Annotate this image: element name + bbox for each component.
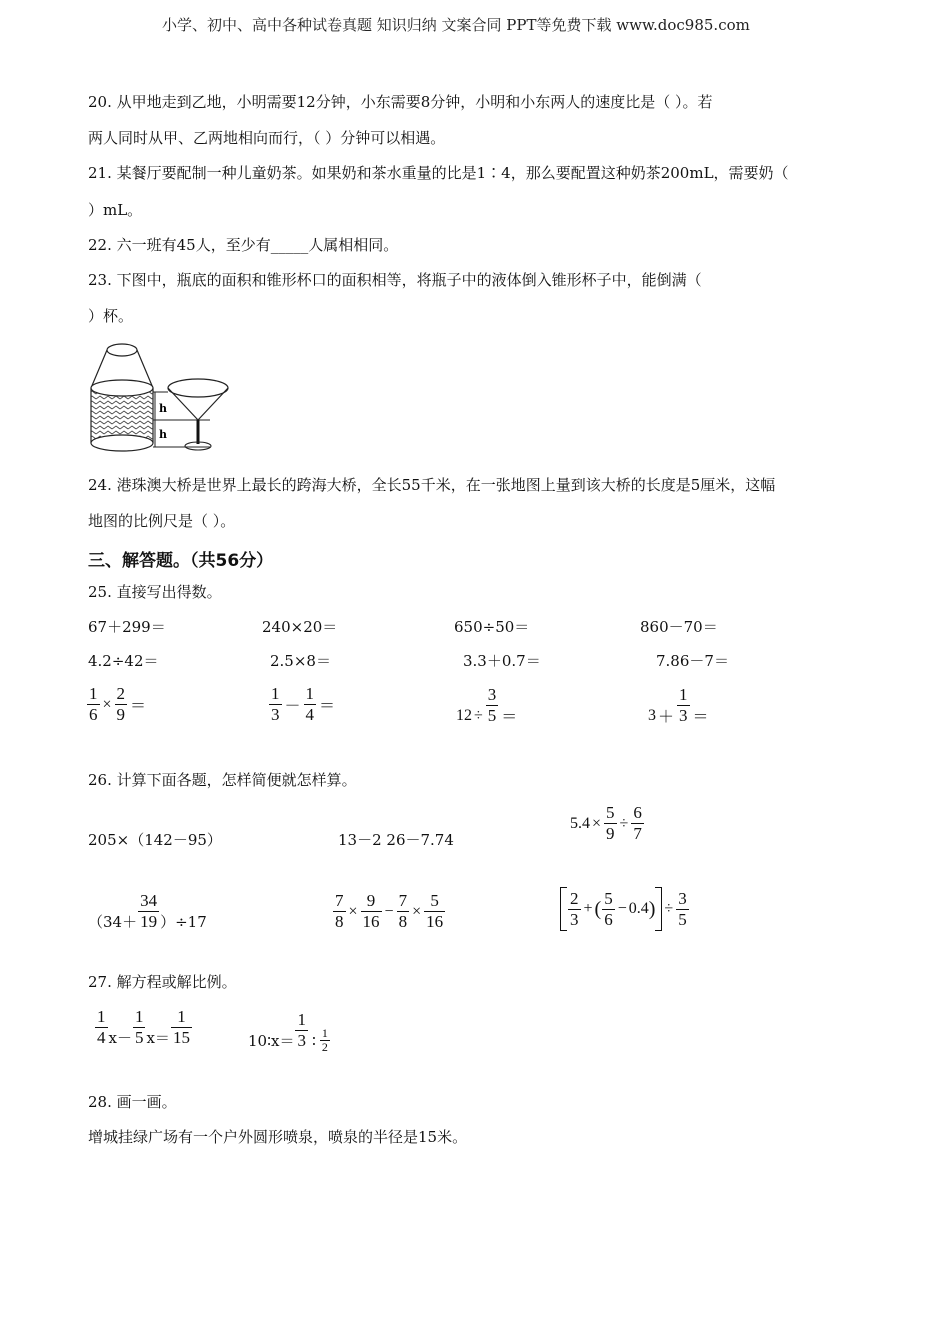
q26-b: 13－2 26－7.74 [338,831,454,849]
q26-e: $\frac{7}{8}$ × $\frac{9}{16}$ − $\frac{7}{8}$ × $\frac{5}{16}$ [335,891,444,931]
q23-line2: ）杯。 [88,307,134,325]
q25-r1-d: 860－70＝ [640,618,718,636]
q25-title: 25. 直接写出得数。 [88,583,222,601]
q26-f: $\frac{2}{3}$ + ( $\frac{5}{6}$ − 0.4 ) ÷ $\frac{3}{5}$ [560,887,690,931]
q25-r2-b: 2.5×8＝ [270,652,331,670]
h-label-bottom: h [159,428,167,441]
q23-line1: 23. 下图中，瓶底的面积和锥形杯口的面积相等，将瓶子中的液体倒入锥形杯子中，能倒满（ [88,271,702,289]
q25-r1-b: 240×20＝ [262,618,338,636]
q26-title: 26. 计算下面各题，怎样简便就怎样算。 [88,771,357,789]
section-3-heading: 三、解答题。（共56分） [88,551,274,571]
q22: 22. 六一班有45人，至少有_____人属相相同。 [88,236,399,254]
q25-r3-d: 3 ＋ $\frac{1}{3}$ ＝ [648,685,709,726]
bottle-cone-figure [88,340,238,458]
q25-r3-c: 12 ÷ $\frac{3}{5}$ ＝ [456,685,518,726]
q24-line1: 24. 港珠澳大桥是世界上最长的跨海大桥，全长55千米，在一张地图上量到该大桥的长度是5厘米，这幅 [88,476,776,494]
q26-a: 205×（142－95） [88,831,222,849]
q21-line2: ）mL。 [88,201,143,219]
q26-d: （34＋ $\frac{34}{19}$ ）÷17 [88,891,207,931]
q20-line1: 20. 从甲地走到乙地，小明需要12分钟，小东需要8分钟，小明和小东两人的速度比是（ ）。若 [88,93,713,111]
q27-eq1: $\frac{1}{4}$ x－ $\frac{1}{5}$ x＝ $\frac{1}{15}$ [97,1007,190,1047]
q27-title: 27. 解方程或解比例。 [88,973,237,991]
q25-r1-c: 650÷50＝ [454,618,530,636]
q25-r2-a: 4.2÷42＝ [88,652,159,670]
q28-title: 28. 画一画。 [88,1093,177,1111]
q26-c: 5.4 × $\frac{5}{9}$ ÷ $\frac{6}{7}$ [570,803,642,843]
page-header: 小学、初中、高中各种试卷真题 知识归纳 文案合同 PPT等免费下载 www.doc985.com [162,16,750,34]
q25-r2-d: 7.86－7＝ [656,652,729,670]
q28-line: 增城挂绿广场有一个户外圆形喷泉，喷泉的半径是15米。 [88,1128,468,1146]
q25-r1-a: 67＋299＝ [88,618,166,636]
q25-r3-b: $\frac{1}{3}$ － $\frac{1}{4}$ ＝ [271,684,336,724]
q25-r3-a: $\frac{1}{6}$ × $\frac{2}{9}$ ＝ [89,684,147,724]
q24-line2: 地图的比例尺是（ ）。 [88,512,236,530]
h-label-top: h [159,402,167,415]
q27-eq2: 10∶x＝ $\frac{1}{3}$ ∶ $\frac{1}{2}$ [248,1010,328,1054]
q21-line1: 21. 某餐厅要配制一种儿童奶茶。如果奶和茶水重量的比是1∶4，那么要配置这种奶茶200mL，需要奶（ [88,164,789,182]
q25-r2-c: 3.3＋0.7＝ [463,652,541,670]
q20-line2: 两人同时从甲、乙两地相向而行，（ ）分钟可以相遇。 [88,129,446,147]
